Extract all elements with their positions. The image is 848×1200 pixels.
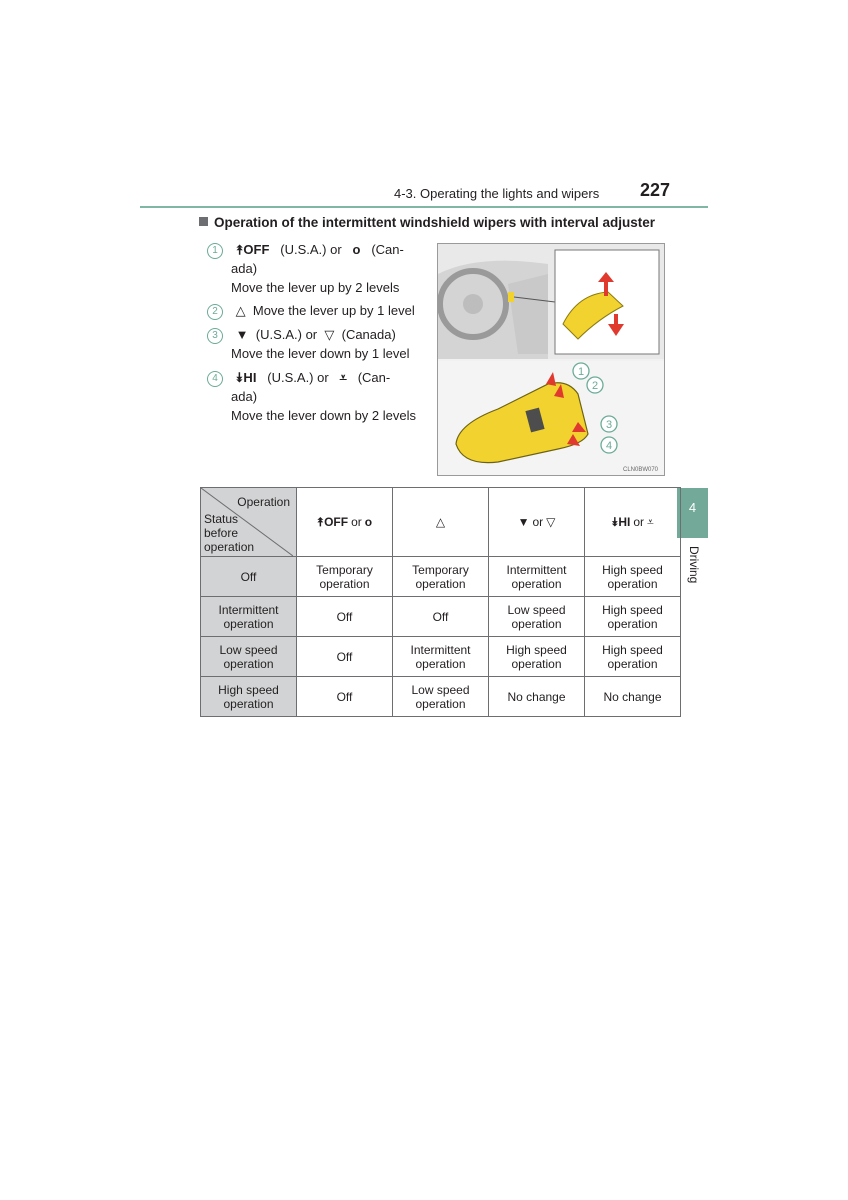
section-heading-text: Operation of the intermittent windshield wipers with interval adjuster — [214, 215, 656, 230]
triangle-up-outline-icon: △ — [435, 515, 446, 529]
running-header: 4-3. Operating the lights and wipers — [394, 186, 600, 201]
figure-callout: 2 — [591, 380, 599, 392]
triangle-down-outline-icon: ▽ — [546, 515, 556, 529]
corner-operation-label: Operation — [237, 495, 290, 509]
figure-callout: 4 — [605, 440, 613, 452]
triangle-up-outline-icon: △ — [235, 303, 246, 318]
item-line: ada) — [231, 389, 258, 404]
item-line: ada) — [231, 261, 258, 276]
chapter-label: Driving — [687, 546, 701, 584]
row-status: Intermittent operation — [201, 597, 297, 637]
hi-down-two-icon: ⯯HI — [235, 370, 257, 385]
triangle-down-outline-icon: ▽ — [324, 327, 335, 342]
header-rule — [140, 206, 708, 208]
table-cell: Off — [297, 677, 393, 717]
list-item-3 — [207, 325, 429, 363]
corner-status-line: Status — [204, 512, 239, 526]
table-cell: High speed operation — [585, 557, 681, 597]
item-text: (Can- — [357, 370, 391, 385]
section-heading — [199, 215, 655, 230]
column-header-2 — [393, 488, 489, 557]
item-text: (Can- — [371, 242, 404, 257]
or-text: or — [351, 515, 362, 529]
table-cell: Temporary operation — [297, 557, 393, 597]
list-item-4 — [207, 368, 429, 425]
item-text: (Canada) — [341, 327, 396, 342]
row-status: High speed operation — [201, 677, 297, 717]
table-cell: Off — [297, 637, 393, 677]
square-bullet-icon — [199, 217, 208, 226]
table-cell: No change — [489, 677, 585, 717]
row-status: Low speed operation — [201, 637, 297, 677]
corner-status-line: before — [204, 526, 239, 540]
figure-callout: 3 — [605, 419, 613, 431]
item-text: (U.S.A.) or — [280, 242, 342, 257]
column-header-3 — [489, 488, 585, 557]
table-cell: High speed operation — [585, 597, 681, 637]
table-row — [201, 597, 681, 637]
row-status: Off — [201, 557, 297, 597]
table-row — [201, 557, 681, 597]
item-line: Move the lever down by 2 levels — [231, 408, 416, 423]
corner-status-line: operation — [204, 540, 255, 554]
page-number: 227 — [640, 180, 671, 200]
circle-icon: o — [364, 515, 373, 529]
table-corner-cell — [201, 488, 297, 557]
table-cell: High speed operation — [585, 637, 681, 677]
triangle-down-filled-icon: ▼ — [517, 515, 530, 529]
lever-drawing — [438, 244, 664, 475]
hi-down-two-icon: ⯯HI — [611, 515, 631, 529]
table-cell: Intermittent operation — [393, 637, 489, 677]
table-cell: Low speed operation — [489, 597, 585, 637]
callout-number-icon: 4 — [207, 371, 223, 387]
double-triangle-down-outline-icon: ⩡ — [339, 370, 347, 385]
double-triangle-down-outline-icon: ⩡ — [647, 515, 654, 529]
table-row — [201, 677, 681, 717]
callout-number-icon: 2 — [207, 304, 223, 320]
column-header-4 — [585, 488, 681, 557]
figure-code: CLN0BW070 — [622, 467, 658, 473]
item-text: (U.S.A.) or — [267, 370, 329, 385]
table-cell: Off — [297, 597, 393, 637]
item-text: Move the lever up by 1 level — [252, 303, 415, 318]
list-item-1 — [207, 240, 429, 297]
table-cell: Off — [393, 597, 489, 637]
callout-number-icon: 3 — [207, 328, 223, 344]
callout-number-icon: 1 — [207, 243, 223, 259]
off-up-two-icon: ⯭OFF — [316, 515, 349, 529]
corner-status-label — [204, 512, 254, 554]
column-header-1 — [297, 488, 393, 557]
table-cell: High speed operation — [489, 637, 585, 677]
table-row — [201, 637, 681, 677]
or-text: or — [532, 515, 544, 529]
or-text: or — [633, 515, 645, 529]
wiper-lever-illustration — [437, 243, 665, 476]
chapter-tab[interactable]: 4 — [677, 488, 708, 538]
item-text: (U.S.A.) or — [255, 327, 318, 342]
item-line: Move the lever up by 2 levels — [231, 280, 400, 295]
list-item-2 — [207, 301, 429, 320]
wiper-operation-table — [200, 487, 681, 717]
triangle-down-filled-icon: ▼ — [235, 327, 249, 342]
circle-icon: o — [352, 242, 361, 257]
table-cell: No change — [585, 677, 681, 717]
figure-callout: 1 — [577, 366, 585, 378]
table-cell: Temporary operation — [393, 557, 489, 597]
item-line: Move the lever down by 1 level — [231, 346, 410, 361]
table-cell: Intermittent operation — [489, 557, 585, 597]
off-up-two-icon: ⯭OFF — [235, 242, 270, 257]
table-cell: Low speed operation — [393, 677, 489, 717]
